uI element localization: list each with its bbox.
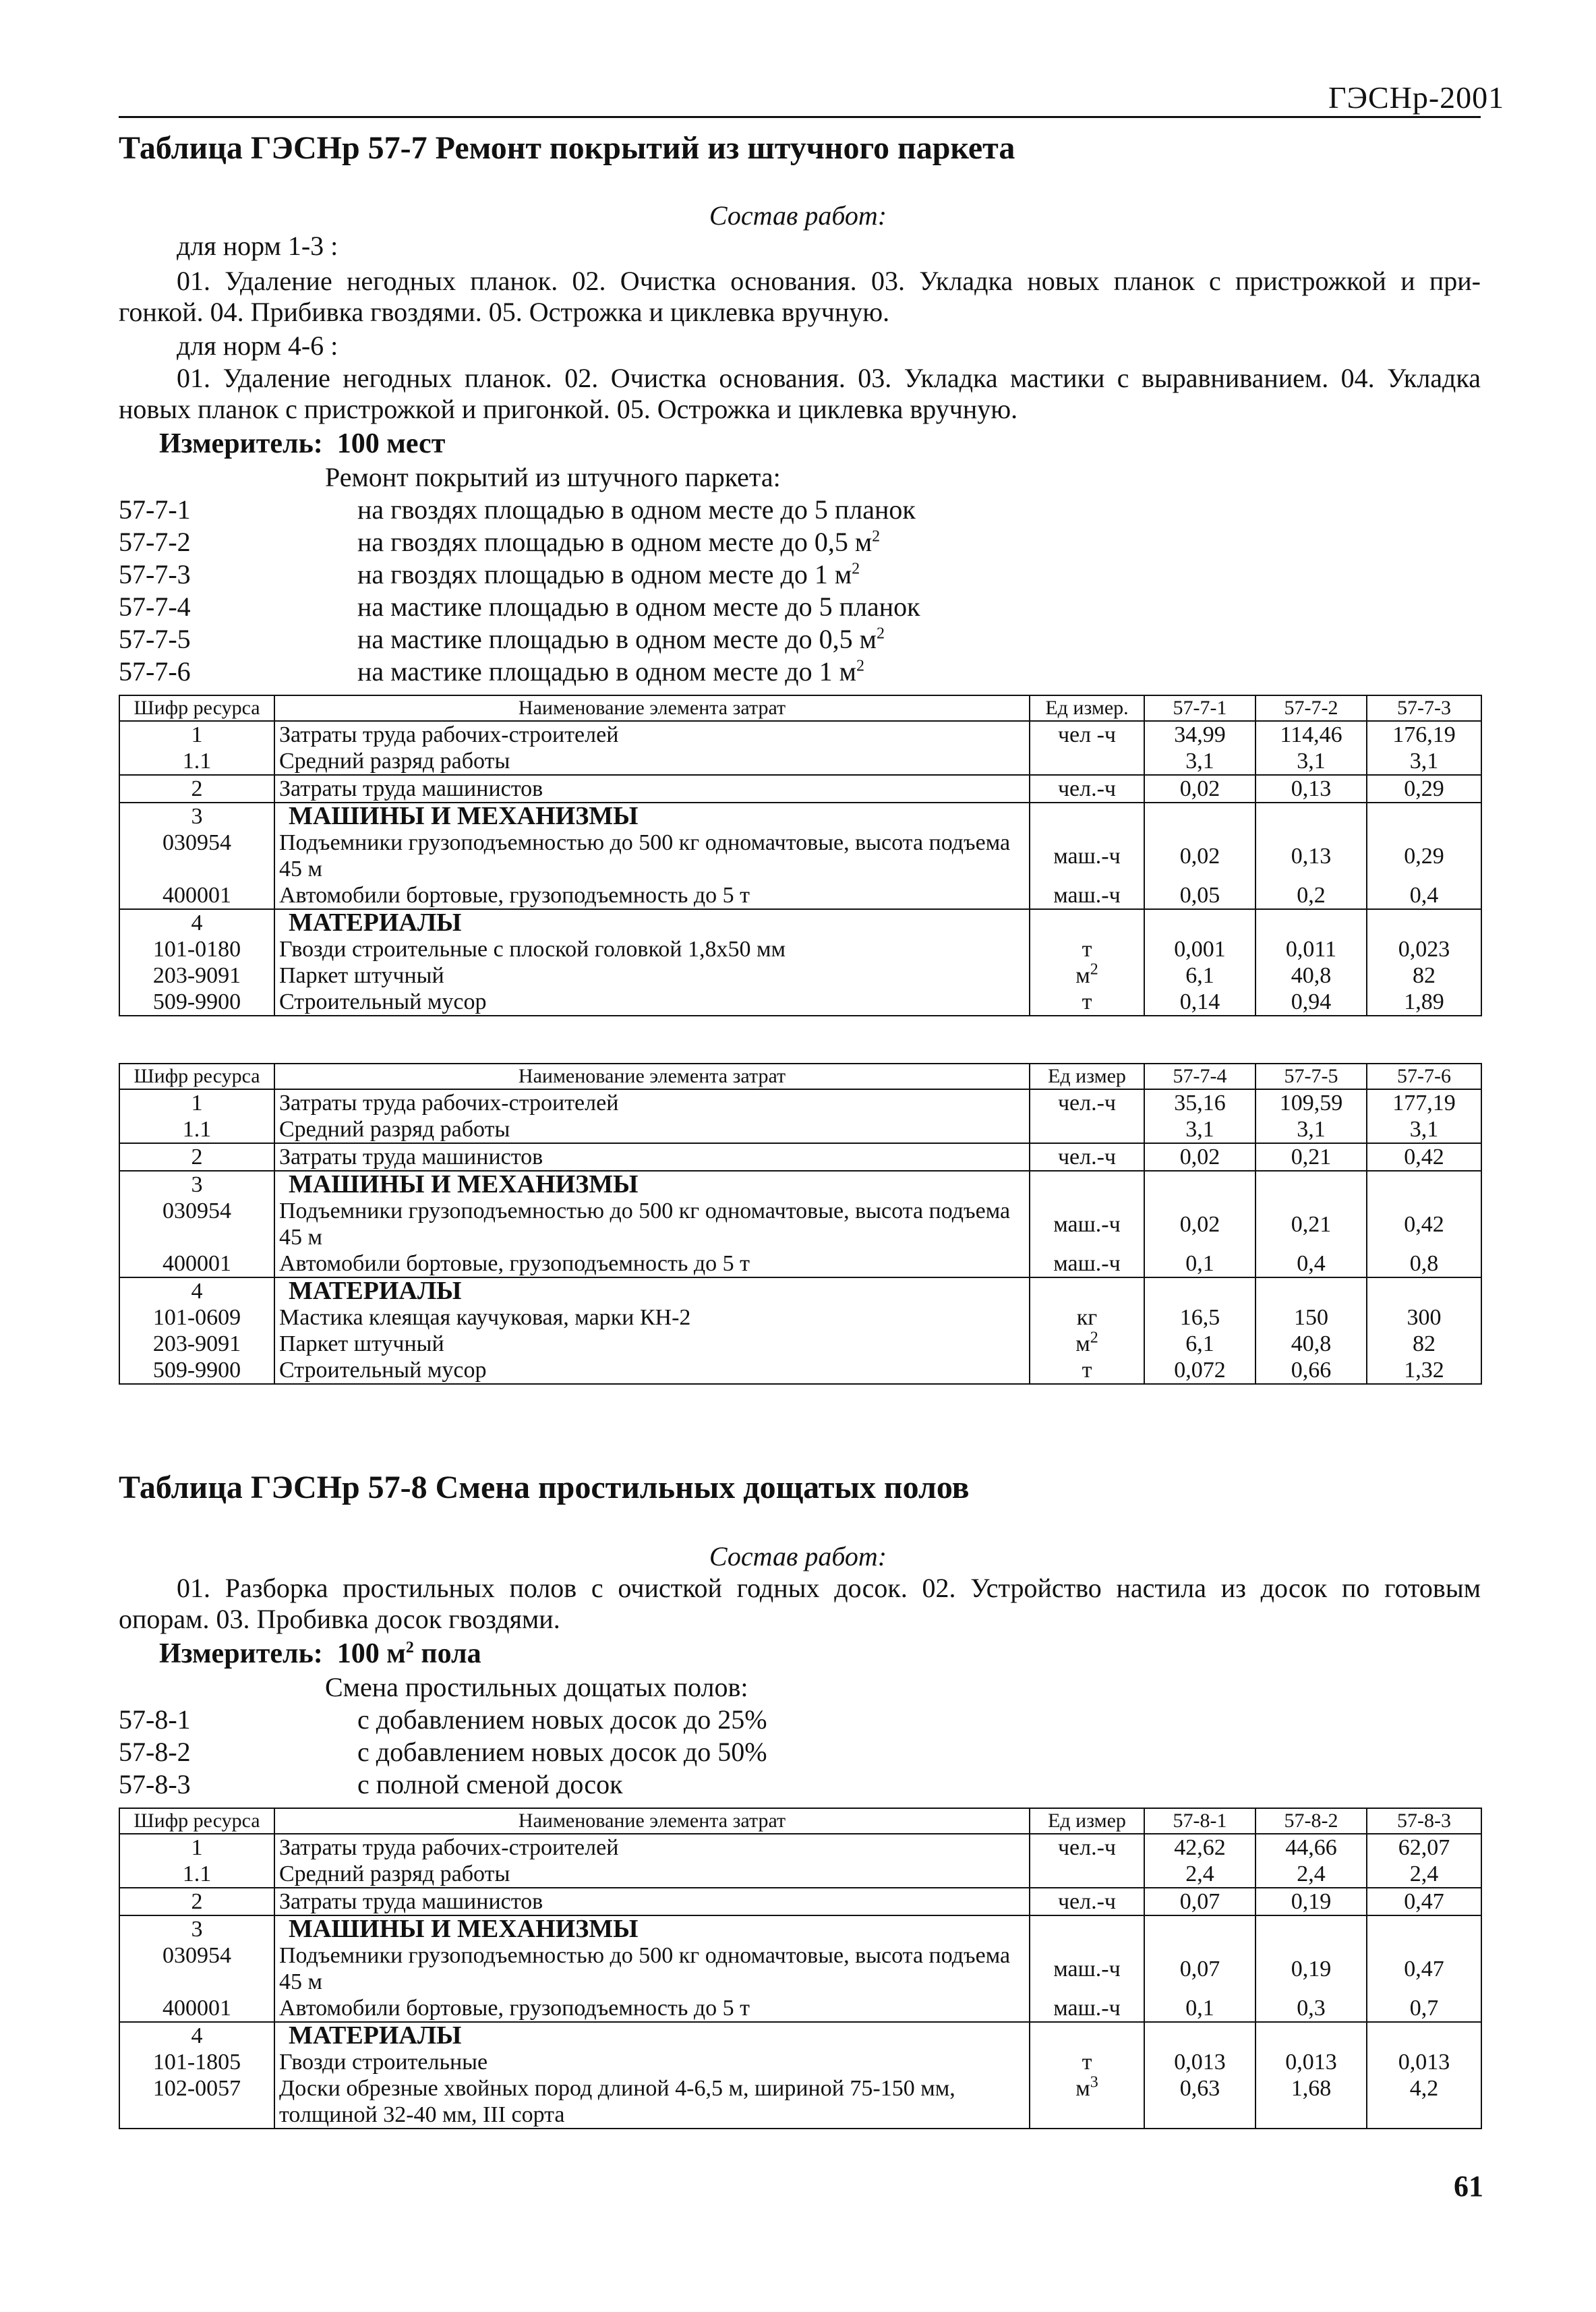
table-row: 400001 Автомобили бортовые, грузоподъемность до 5 т маш.-ч 0,1 0,3 0,7 <box>119 1995 1481 2022</box>
header-col: 57-8-2 <box>1255 1808 1367 1834</box>
norm-code: 57-7-4 <box>119 591 191 622</box>
norm-code: 57-7-5 <box>119 624 191 654</box>
table-row: 400001 Автомобили бортовые, грузоподъемность до 5 т маш.-ч 0,05 0,2 0,4 <box>119 882 1481 909</box>
section1-list-heading: Ремонт покрытий из штучного паркета: <box>325 462 781 492</box>
norm-code: 57-7-6 <box>119 656 191 687</box>
table-row: 1 Затраты труда рабочих-строителей чел.-ч 42,62 44,66 62,07 <box>119 1834 1481 1861</box>
header-unit: Ед измер. <box>1030 695 1144 721</box>
section2-measure: Измеритель: 100 $м^2$ пола <box>159 1638 481 1669</box>
section2-list-heading: Смена простильных дощатых полов: <box>325 1672 748 1702</box>
section2-text-line1: 01. Разборка простильных полов с очисткой годных досок. 02. Устройство настила из досок по готовым <box>177 1573 1481 1603</box>
norm-text: на гвоздях площадью в одном месте до 5 планок <box>357 494 916 525</box>
norm-code: 57-7-1 <box>119 494 191 525</box>
table-header <box>119 1064 1481 1089</box>
table-row: 030954 Подъемники грузоподъемностью до 500 кг одномачтовые, высота подъема 45 м маш.-ч 0,02 0,21 0,42 <box>119 1198 1481 1250</box>
table-row: 030954 Подъемники грузоподъемностью до 500 кг одномачтовые, высота подъема 45 м маш.-ч 0,02 0,13 0,29 <box>119 830 1481 882</box>
table-row: 1.1 Средний разряд работы 3,1 3,1 3,1 <box>119 1116 1481 1143</box>
norms-1-3-text-line2: гонкой. 04. Прибивка гвоздями. 05. Острожка и циклевка вручную. <box>119 297 890 327</box>
table-section-row: 3 МАШИНЫ И МЕХАНИЗМЫ <box>119 1171 1481 1198</box>
norm-text: на мастике площадью в одном месте до 0,5 $м^2$ <box>357 624 885 654</box>
header-col: 57-7-2 <box>1255 695 1367 721</box>
table-section-row: 4 МАТЕРИАЛЫ <box>119 1277 1481 1304</box>
table-row: 102-0057 Доски обрезные хвойных пород длиной 4-6,5 м, шириной 75-150 мм, толщиной 32-40 мм, III сорта $м^3$ 0,63 1,68 4,2 <box>119 2075 1481 2129</box>
norm-text: на гвоздях площадью в одном месте до 1 $м^2$ <box>357 559 860 589</box>
section2-composition-heading: Состав работ: <box>709 1541 887 1571</box>
resource-table-57-8 <box>119 1808 1482 2129</box>
norms-4-6-text-line2: новых планок с пристрожкой и пригонкой. 05. Острожка и циклевка вручную. <box>119 394 1018 424</box>
section1-title: Таблица ГЭСНр 57-7 Ремонт покрытий из штучного паркета <box>119 130 1015 166</box>
header-col: 57-7-4 <box>1144 1064 1255 1089</box>
table-row: 1.1 Средний разряд работы 2,4 2,4 2,4 <box>119 1861 1481 1888</box>
table-section-row: 4 МАТЕРИАЛЫ <box>119 909 1481 936</box>
norm-code: 57-7-2 <box>119 527 191 557</box>
table-row: 030954 Подъемники грузоподъемностью до 500 кг одномачтовые, высота подъема 45 м маш.-ч 0,07 0,19 0,47 <box>119 1942 1481 1995</box>
table-section-row: 4 МАТЕРИАЛЫ <box>119 2022 1481 2049</box>
resource-table-57-7-4-6 <box>119 1063 1482 1385</box>
table-row: 2 Затраты труда машинистов чел.-ч 0,02 0,21 0,42 <box>119 1143 1481 1171</box>
header-name: Наименование элемента затрат <box>274 1808 1030 1834</box>
norm-code: 57-7-3 <box>119 559 191 589</box>
norm-text: с полной сменой досок <box>357 1769 623 1799</box>
table-row: 2 Затраты труда машинистов чел.-ч 0,07 0,19 0,47 <box>119 1888 1481 1915</box>
header-col: 57-8-1 <box>1144 1808 1255 1834</box>
header-col: 57-8-3 <box>1367 1808 1481 1834</box>
norms-1-3-label: для норм 1-3 : <box>177 231 338 261</box>
header-col: 57-7-6 <box>1367 1064 1481 1089</box>
measure-label: Измеритель: <box>159 428 323 459</box>
table-header <box>119 1808 1481 1834</box>
norm-text: с добавлением новых досок до 25% <box>357 1704 767 1735</box>
header-code: Шифр ресурса <box>119 1064 274 1089</box>
norms-4-6-label: для норм 4-6 : <box>177 330 338 361</box>
table-row: 203-9091 Паркет штучный $м^2$ 6,1 40,8 82 <box>119 1331 1481 1357</box>
measure-value: 100 мест <box>336 428 446 459</box>
table-row: 101-0180 Гвозди строительные с плоской головкой 1,8х50 мм т 0,001 0,011 0,023 <box>119 936 1481 962</box>
section1-measure <box>159 428 445 460</box>
resource-table-57-7-1-3 <box>119 695 1482 1016</box>
page-number: 61 <box>1454 2170 1483 2203</box>
table-row: 1.1 Средний разряд работы 3,1 3,1 3,1 <box>119 748 1481 775</box>
table-section-row: 3 МАШИНЫ И МЕХАНИЗМЫ <box>119 1915 1481 1942</box>
header-name: Наименование элемента затрат <box>274 1064 1030 1089</box>
header-name: Наименование элемента затрат <box>274 695 1030 721</box>
table-row: 2 Затраты труда машинистов чел.-ч 0,02 0,13 0,29 <box>119 775 1481 803</box>
table-row: 509-9900 Строительный мусор т 0,14 0,94 1,89 <box>119 989 1481 1016</box>
measure-suffix: пола <box>421 1638 481 1669</box>
header-col: 57-7-3 <box>1367 695 1481 721</box>
table-row: 400001 Автомобили бортовые, грузоподъемность до 5 т маш.-ч 0,1 0,4 0,8 <box>119 1250 1481 1277</box>
measure-value: 100 м <box>336 1638 406 1669</box>
header-col: 57-7-1 <box>1144 695 1255 721</box>
norm-text: на мастике площадью в одном месте до 5 планок <box>357 591 920 622</box>
table-row: 203-9091 Паркет штучный $м^2$ 6,1 40,8 82 <box>119 962 1481 989</box>
norm-text: на гвоздях площадью в одном месте до 0,5 $м^2$ <box>357 527 881 557</box>
norm-code: 57-8-2 <box>119 1737 191 1767</box>
header-code: Шифр ресурса <box>119 695 274 721</box>
table-row: 509-9900 Строительный мусор т 0,072 0,66 1,32 <box>119 1357 1481 1384</box>
header-code: Шифр ресурса <box>119 1808 274 1834</box>
table-header <box>119 695 1481 721</box>
header-rule <box>119 116 1481 118</box>
section2-title: Таблица ГЭСНр 57-8 Смена простильных дощатых полов <box>119 1470 970 1505</box>
table-row: 1 Затраты труда рабочих-строителей чел.-ч 35,16 109,59 177,19 <box>119 1089 1481 1116</box>
norm-code: 57-8-3 <box>119 1769 191 1799</box>
header-unit: Ед измер <box>1030 1808 1144 1834</box>
table-row: 101-1805 Гвозди строительные т 0,013 0,013 0,013 <box>119 2049 1481 2075</box>
running-header: ГЭСНр-2001 <box>1328 80 1505 115</box>
norms-4-6-text-line1: 01. Удаление негодных планок. 02. Очистка основания. 03. Укладка мастики с выравниванием. 04. Укладка <box>177 363 1481 393</box>
table-section-row: 3 МАШИНЫ И МЕХАНИЗМЫ <box>119 803 1481 830</box>
norm-code: 57-8-1 <box>119 1704 191 1735</box>
table-row: 1 Затраты труда рабочих-строителей чел -ч 34,99 114,46 176,19 <box>119 721 1481 748</box>
section2-text-line2: опорам. 03. Пробивка досок гвоздями. <box>119 1604 560 1634</box>
section1-composition-heading: Состав работ: <box>709 200 887 231</box>
norm-text: на мастике площадью в одном месте до 1 $м^2$ <box>357 656 864 687</box>
norms-1-3-text-line1: 01. Удаление негодных планок. 02. Очистка основания. 03. Укладка новых планок с пристрожкой и при- <box>177 266 1481 296</box>
header-col: 57-7-5 <box>1255 1064 1367 1089</box>
measure-label: Измеритель: <box>159 1638 323 1669</box>
header-unit: Ед измер <box>1030 1064 1144 1089</box>
table-row: 101-0609 Мастика клеящая каучуковая, марки КН-2 кг 16,5 150 300 <box>119 1304 1481 1331</box>
norm-text: с добавлением новых досок до 50% <box>357 1737 767 1767</box>
